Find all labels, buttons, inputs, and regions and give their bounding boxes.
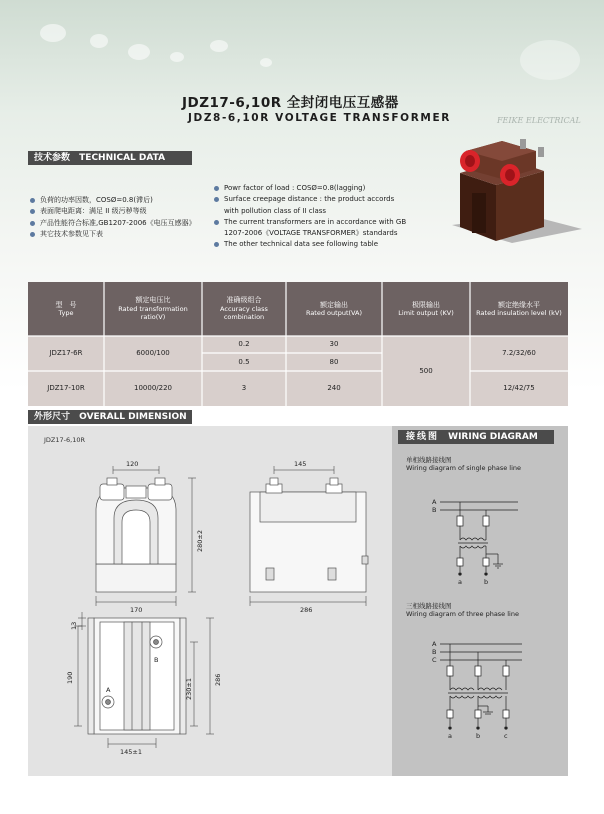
overall-dimension-heading: [28, 410, 192, 424]
dim-label: 286: [214, 673, 222, 686]
single-phase-title-cn: 单相线路接线图: [406, 456, 452, 464]
dim-label: 230±1: [185, 678, 193, 700]
technical-data-heading: [28, 151, 192, 165]
dimension-drawing-panel: [28, 426, 392, 776]
front-view: [96, 478, 176, 592]
dim-label: 286: [300, 606, 313, 614]
table-cell-output: 80: [329, 357, 339, 366]
bullet-item: 表面爬电距离：满足 II 级污秽等级: [30, 206, 196, 217]
three-phase-title-en: Wiring diagram of three phase line: [406, 610, 519, 618]
table-header-type: 型 号 Type: [55, 300, 77, 317]
bullets-english: [214, 183, 406, 251]
table-cell-ratio: 6000/100: [136, 349, 170, 358]
bullet-item: 负荷的功率因数，COSØ=0.8(滞后): [30, 195, 196, 206]
bullet-continuation: 1207-2006《VOLTAGE TRANSFORMER》standards: [224, 229, 398, 238]
table-cell-insulation: 7.2/32/60: [502, 349, 536, 358]
overall-dimension-heading-en: OVERALL DIMENSION: [79, 412, 187, 422]
table-header-output: 额定输出 Rated output(VA): [305, 300, 363, 317]
single-phase-schematic: [440, 502, 518, 575]
bullet-item: 产品性能符合标准,GB1207-2006《电压互感器》: [30, 218, 196, 229]
technical-data-table: [28, 282, 568, 406]
table-cell-output: 240: [327, 384, 341, 393]
three-phase-title-cn: 三相线路接线图: [406, 602, 452, 610]
brand-watermark: FEIKE ELECTRICAL: [497, 116, 581, 125]
terminal-bolt: [520, 139, 526, 149]
wiring-schematics: [392, 426, 568, 776]
dim-label: 13: [70, 621, 78, 630]
three-phase-schematic: [440, 644, 522, 729]
wiring-diagram-heading-en: WIRING DIAGRAM: [448, 432, 538, 442]
table-cell-insulation: 12/42/75: [503, 384, 535, 393]
terminal-label: B: [154, 656, 159, 664]
bullet-item: The other technical data see following table: [214, 239, 406, 250]
overall-dimension-heading-cn: 外形尺寸: [34, 412, 71, 422]
table-header-insulation: 额定绝缘水平 Rated insulation level (kV): [476, 300, 562, 317]
bg-bubble: [260, 58, 272, 67]
phase-label: A: [432, 640, 437, 648]
terminal-label: A: [106, 686, 111, 694]
phase-label: c: [504, 732, 508, 740]
dim-label: 120: [126, 460, 139, 468]
table-cell-accuracy: 0.5: [238, 357, 250, 366]
table-cell-limit-output: 500: [419, 366, 433, 375]
terminal-bolt: [538, 147, 544, 157]
title-english: JDZ8-6,10R VOLTAGE TRANSFORMER: [188, 112, 451, 124]
bullet-item: 其它技术参数见下表: [30, 229, 196, 240]
side-view: [250, 478, 368, 592]
dim-label: 280±2: [196, 530, 204, 552]
bullet-item: The current transformers are in accordance with GB: [214, 217, 406, 228]
bg-bubble: [128, 44, 150, 60]
dimension-drawings: [28, 426, 392, 776]
product-photo: [432, 133, 582, 248]
bg-bubble: [170, 52, 184, 62]
bullets-chinese: [30, 195, 196, 240]
table-cell-accuracy: 3: [241, 384, 247, 393]
title-chinese: JDZ17-6,10R 全封闭电压互感器: [182, 95, 399, 111]
table-header-limit: 极限输出 Limit output (KV): [398, 300, 454, 317]
single-phase-title-en: Wiring diagram of single phase line: [406, 464, 522, 472]
bg-bubble: [90, 34, 108, 48]
phase-label: C: [432, 656, 437, 664]
table-cell-ratio: 10000/220: [134, 384, 172, 393]
technical-data-heading-en: TECHNICAL DATA: [79, 153, 166, 163]
bullet-item: Surface creepage distance : the product accords: [214, 194, 406, 205]
dim-label: 190: [66, 671, 74, 684]
phase-label: b: [484, 578, 489, 586]
table-cell-accuracy: 0.2: [238, 340, 250, 349]
table-cell-type: JDZ17-10R: [47, 384, 85, 393]
bullet-continuation: with pollution class of II class: [224, 206, 327, 215]
phase-label: B: [432, 506, 437, 514]
technical-data-heading-cn: 技术参数: [34, 153, 71, 163]
phase-label: a: [458, 578, 462, 586]
bottom-view: [88, 618, 186, 734]
table-cell-output: 30: [329, 340, 339, 349]
phase-label: A: [432, 498, 437, 506]
bullet-item: Powr factor of load : COSØ=0.8(lagging): [214, 183, 406, 194]
table-header-ratio: 额定电压比 Rated transformation ratio(V): [118, 296, 188, 322]
wiring-diagram-heading-cn: 接线图: [406, 432, 440, 442]
phase-label: B: [432, 648, 437, 656]
bg-bubble: [210, 40, 228, 52]
bg-bubble: [40, 24, 66, 42]
table-header-accuracy: 准确级组合 Accuracy class combination: [220, 296, 268, 322]
drawing-model-label: JDZ17-6,10R: [44, 436, 85, 444]
table-cell-type: JDZ17-6R: [49, 349, 83, 358]
dim-label: 170: [130, 606, 143, 614]
dim-label: 145: [294, 460, 307, 468]
phase-label: b: [476, 732, 481, 740]
dim-label: 145±1: [120, 748, 142, 756]
phase-label: a: [448, 732, 452, 740]
bg-bubble: [520, 40, 580, 80]
